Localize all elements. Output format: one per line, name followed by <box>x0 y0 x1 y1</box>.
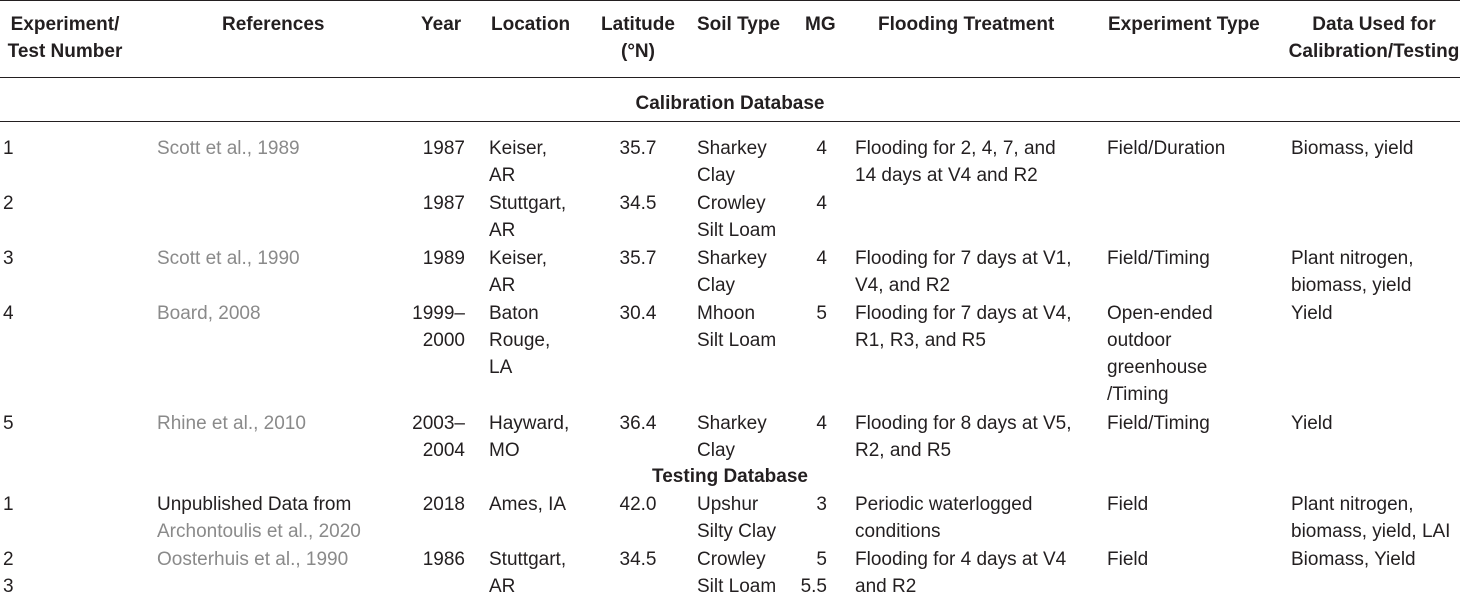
cell-year: 2003– 2004 <box>412 413 465 461</box>
cell-experiment-type: Field/Duration <box>1107 138 1226 159</box>
cell-mg: 5 <box>816 303 827 324</box>
cell-latitude: 35.7 <box>619 138 657 159</box>
cell-reference-prefix: Unpublished Data from <box>157 494 352 515</box>
cell-year: 1999– 2000 <box>412 303 465 351</box>
cell-data-used: Yield <box>1291 413 1333 434</box>
cell-experiment-type: Field <box>1107 549 1149 570</box>
top-rule <box>0 0 1460 1</box>
cell-reference: Scott et al., 1990 <box>157 248 300 269</box>
cell-location: Hayward, MO <box>489 413 570 461</box>
cell-flooding-treatment: Flooding for 8 days at V5, R2, and R5 <box>855 413 1072 461</box>
header-location: Location <box>491 14 571 35</box>
cell-experiment-type: Field/Timing <box>1107 248 1210 269</box>
cell-location: Keiser, AR <box>489 248 548 296</box>
cell-latitude: 36.4 <box>619 413 657 434</box>
cell-year: 2018 <box>422 494 465 515</box>
header-rule <box>0 77 1460 78</box>
cell-experiment-type: Field <box>1107 494 1149 515</box>
cell-year: 1987 <box>422 138 465 159</box>
cell-flooding-treatment: Flooding for 4 days at V4 and R2 <box>855 549 1067 597</box>
cell-flooding-treatment: Flooding for 2, 4, 7, and 14 days at V4 and R2 <box>855 138 1056 186</box>
header-experiment-type: Experiment Type <box>1108 14 1260 35</box>
header-soil-type: Soil Type <box>697 14 781 35</box>
cell-mg: 4 <box>816 413 827 434</box>
cell-year: 1989 <box>422 248 465 269</box>
cell-experiment-number: 2 <box>3 193 14 214</box>
cell-latitude: 35.7 <box>619 248 657 269</box>
cell-data-used: Plant nitrogen, biomass, yield <box>1291 248 1414 296</box>
cell-location: Ames, IA <box>489 494 567 515</box>
section-testing: Testing Database <box>652 466 808 487</box>
cell-experiment-type: Open-ended outdoor greenhouse /Timing <box>1107 303 1213 405</box>
cell-experiment-number: 3 <box>3 248 14 269</box>
header-references: References <box>222 14 325 35</box>
cell-data-used: Plant nitrogen, biomass, yield, LAI <box>1291 494 1451 542</box>
cell-data-used: Yield <box>1291 303 1333 324</box>
cell-reference: Scott et al., 1989 <box>157 138 300 159</box>
cell-soil-type: Crowley Silt Loam <box>697 193 777 241</box>
header-mg: MG <box>805 14 836 35</box>
cell-experiment-number: 4 <box>3 303 14 324</box>
cell-soil-type: Sharkey Clay <box>697 248 767 296</box>
cell-latitude: 34.5 <box>619 193 657 214</box>
cell-latitude: 34.5 <box>619 549 657 570</box>
cell-experiment-type: Field/Timing <box>1107 413 1210 434</box>
cell-location: Baton Rouge, LA <box>489 303 551 378</box>
cell-flooding-treatment: Periodic waterlogged conditions <box>855 494 1033 542</box>
cell-data-used: Biomass, Yield <box>1291 549 1416 570</box>
section-calibration: Calibration Database <box>635 93 825 114</box>
header-data-used: Data Used for Calibration/Testing <box>1288 14 1460 62</box>
cell-location: Keiser, AR <box>489 138 548 186</box>
cell-flooding-treatment: Flooding for 7 days at V4, R1, R3, and R5 <box>855 303 1072 351</box>
cell-reference: Rhine et al., 2010 <box>157 413 306 434</box>
cell-reference: Oosterhuis et al., 1990 <box>157 549 349 570</box>
cell-experiment-number: 1 <box>3 138 14 159</box>
cell-location: Stuttgart, AR <box>489 193 567 241</box>
cell-mg: 4 <box>816 193 827 214</box>
cell-mg: 5 5.5 <box>800 549 827 597</box>
section-rule <box>0 121 1460 122</box>
cell-mg: 3 <box>816 494 827 515</box>
cell-reference: Archontoulis et al., 2020 <box>157 521 361 542</box>
cell-experiment-number: 2 3 <box>3 549 14 597</box>
cell-soil-type: Sharkey Clay <box>697 413 767 461</box>
cell-mg: 4 <box>816 138 827 159</box>
cell-latitude: 42.0 <box>619 494 657 515</box>
cell-year: 1986 <box>422 549 465 570</box>
cell-soil-type: Crowley Silt Loam <box>697 549 777 597</box>
cell-soil-type: Upshur Silty Clay <box>697 494 777 542</box>
cell-soil-type: Mhoon Silt Loam <box>697 303 777 351</box>
cell-year: 1987 <box>422 193 465 214</box>
cell-reference: Board, 2008 <box>157 303 261 324</box>
cell-latitude: 30.4 <box>619 303 657 324</box>
cell-data-used: Biomass, yield <box>1291 138 1414 159</box>
cell-soil-type: Sharkey Clay <box>697 138 767 186</box>
header-experiment: Experiment/ Test Number <box>7 14 123 62</box>
header-flooding-treatment: Flooding Treatment <box>878 14 1055 35</box>
header-latitude: Latitude (°N) <box>601 14 675 62</box>
cell-location: Stuttgart, AR <box>489 549 567 597</box>
cell-experiment-number: 5 <box>3 413 14 434</box>
cell-flooding-treatment: Flooding for 7 days at V1, V4, and R2 <box>855 248 1072 296</box>
cell-experiment-number: 1 <box>3 494 14 515</box>
header-year: Year <box>421 14 462 35</box>
cell-mg: 4 <box>816 248 827 269</box>
